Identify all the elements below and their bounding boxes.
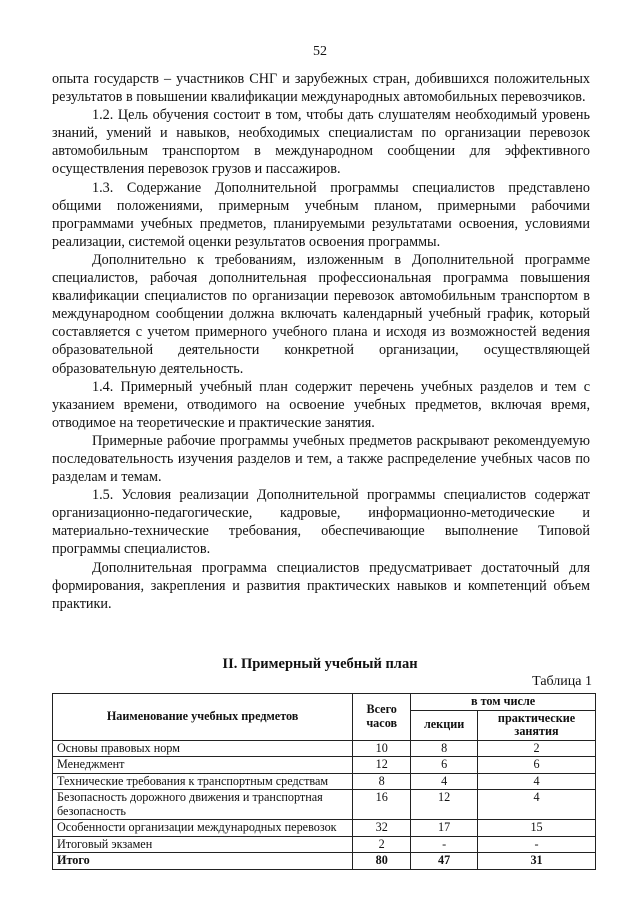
practice-hours: 4: [478, 790, 596, 820]
header-subject: Наименование учебных предметов: [53, 694, 353, 741]
curriculum-table: [52, 693, 596, 870]
header-practice: практические занятия: [478, 710, 596, 740]
total-hours: 32: [353, 820, 411, 837]
practice-hours-sum: 31: [478, 853, 596, 870]
practice-hours: -: [478, 836, 596, 853]
table-row: [53, 790, 596, 820]
practice-hours: 2: [478, 740, 596, 757]
total-label: Итого: [53, 853, 353, 870]
paragraph-1-5: 1.5. Условия реализации Дополнительной программы специалистов содержат организационно-педагогические, кадровые, информационно-методические и материально-технические требования, обеспечивающие выполнение Типовой программы специалистов.: [52, 487, 590, 558]
total-hours: 10: [353, 740, 411, 757]
table-row: [53, 740, 596, 757]
paragraph-work-programs: Примерные рабочие программы учебных предметов раскрывают рекомендуемую последовательность изучения разделов и тем, а также распределение учебных часов по разделам и темам.: [52, 432, 590, 486]
table-label: Таблица 1: [532, 674, 592, 689]
subject-name: Итоговый экзамен: [53, 836, 353, 853]
paragraph-1-2: 1.2. Цель обучения состоит в том, чтобы дать слушателям необходимый уровень знаний, умений и навыков, необходимых специалистам по организации перевозок автомобильным транспортом в международном сообщении для эффективного осуществления перевозок грузов и пассажиров.: [52, 107, 590, 178]
section-title: II. Примерный учебный план: [222, 656, 418, 672]
paragraph-practice: Дополнительная программа специалистов предусматривает достаточный для формирования, закрепления и развития практических навыков и компетенций объем практики.: [52, 559, 590, 612]
paragraph-1-3: 1.3. Содержание Дополнительной программы специалистов представлено общими положениями, примерным учебным планом, примерными рабочими программами учебных предметов, планируемыми результатами освоения, условиями реализации, системой оценки результатов освоения программы.: [52, 179, 590, 250]
table-row: [53, 757, 596, 774]
body-text: [52, 70, 590, 613]
lecture-hours: 4: [411, 773, 478, 790]
subject-name: Особенности организации международных перевозок: [53, 820, 353, 837]
lecture-hours: 8: [411, 740, 478, 757]
page-number: 52: [313, 44, 327, 59]
paragraph-1-4: 1.4. Примерный учебный план содержит перечень учебных разделов и тем с указанием времени, отводимого на освоение учебных предметов, включая время, отводимое на теоретические и практические занятия.: [52, 378, 590, 431]
total-hours: 16: [353, 790, 411, 820]
lecture-hours: 6: [411, 757, 478, 774]
total-hours: 12: [353, 757, 411, 774]
table-row: [53, 836, 596, 853]
table-row: [53, 820, 596, 837]
subject-name: Технические требования к транспортным средствам: [53, 773, 353, 790]
subject-name: Безопасность дорожного движения и транспортная безопасность: [53, 790, 353, 820]
table-row: [53, 773, 596, 790]
total-hours: 2: [353, 836, 411, 853]
paragraph-continuation: опыта государств – участников СНГ и зарубежных стран, добившихся положительных результатов в повышении квалификации международных автомобильных перевозчиков.: [52, 71, 590, 106]
header-total-hours: Всего часов: [353, 694, 411, 741]
practice-hours: 6: [478, 757, 596, 774]
subject-name: Основы правовых норм: [53, 740, 353, 757]
subject-name: Менеджмент: [53, 757, 353, 774]
practice-hours: 4: [478, 773, 596, 790]
paragraph-additional-requirements: Дополнительно к требованиям, изложенным в Дополнительной программе специалистов, рабочая дополнительная профессиональная программа повышения квалификации специалистов по организации перевозок автомобильным транспортом в международном сообщении должна включать календарный учебный график, который составляется с учетом примерного учебного плана и исходя из возможностей ведения образовательной деятельности конкретной организации, осуществляющей образовательную деятельность.: [52, 251, 590, 377]
practice-hours: 15: [478, 820, 596, 837]
header-lectures: лекции: [411, 710, 478, 740]
header-including: в том числе: [411, 694, 596, 711]
lecture-hours: 12: [411, 790, 478, 820]
total-hours-sum: 80: [353, 853, 411, 870]
total-hours: 8: [353, 773, 411, 790]
lecture-hours: -: [411, 836, 478, 853]
lecture-hours-sum: 47: [411, 853, 478, 870]
table-total-row: [53, 853, 596, 870]
lecture-hours: 17: [411, 820, 478, 837]
